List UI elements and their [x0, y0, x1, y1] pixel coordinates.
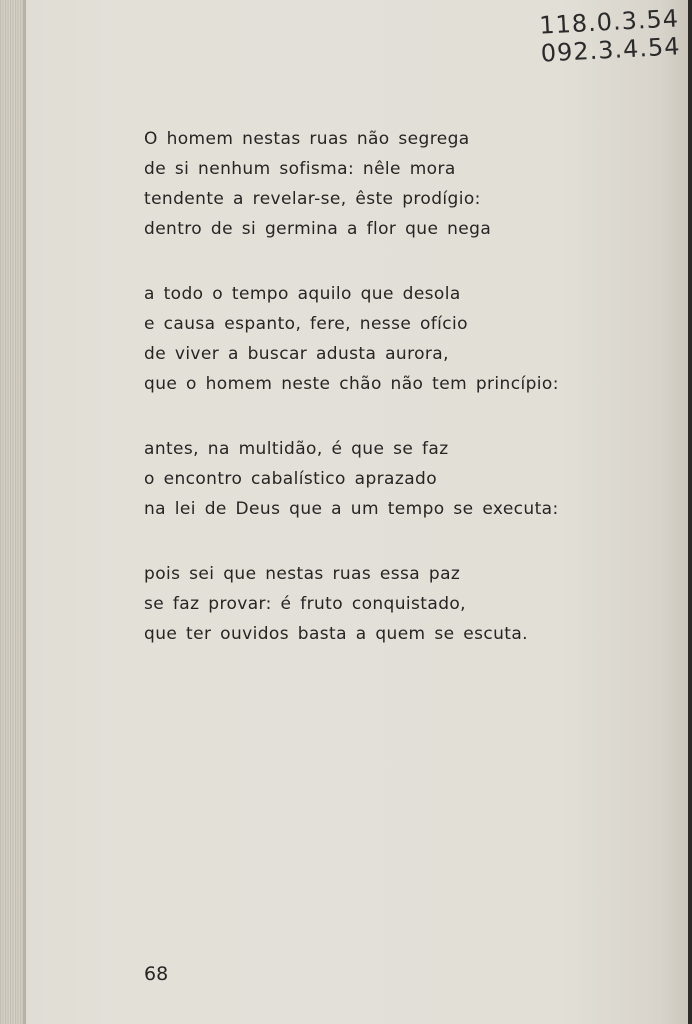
poem-line: tendente a revelar-se, êste prodígio:: [144, 189, 481, 209]
page-number: 68: [144, 963, 169, 985]
poem-line: que ter ouvidos basta a quem se escuta.: [144, 624, 528, 644]
stanza-1: [144, 124, 604, 244]
shelfmark-line-2: 092.3.4.54: [540, 32, 682, 68]
poem-line: a todo o tempo aquilo que desola: [144, 284, 461, 304]
page-stack-edge: [0, 0, 24, 1024]
poem-line: se faz provar: é fruto conquistado,: [144, 594, 466, 614]
poem-line: antes, na multidão, é que se faz: [144, 439, 449, 459]
poem-line: e causa espanto, fere, nesse ofício: [144, 314, 468, 334]
poem-line: de viver a buscar adusta aurora,: [144, 344, 449, 364]
poem: [144, 124, 604, 684]
poem-line: pois sei que nestas ruas essa paz: [144, 564, 461, 584]
poem-line: na lei de Deus que a um tempo se executa:: [144, 499, 559, 519]
shelfmark-line-1: 118.0.3.54: [538, 4, 680, 40]
stanza-2: [144, 279, 604, 399]
stanza-4: [144, 559, 604, 649]
poem-line: que o homem neste chão não tem princípio:: [144, 374, 559, 394]
poem-line: O homem nestas ruas não segrega: [144, 129, 470, 149]
poem-line: dentro de si germina a flor que nega: [144, 219, 492, 239]
handwritten-shelfmark: [539, 4, 682, 67]
stanza-3: [144, 434, 604, 524]
poem-line: de si nenhum sofisma: nêle mora: [144, 159, 456, 179]
page-right-edge: [688, 0, 692, 1024]
poem-line: o encontro cabalístico aprazado: [144, 469, 438, 489]
